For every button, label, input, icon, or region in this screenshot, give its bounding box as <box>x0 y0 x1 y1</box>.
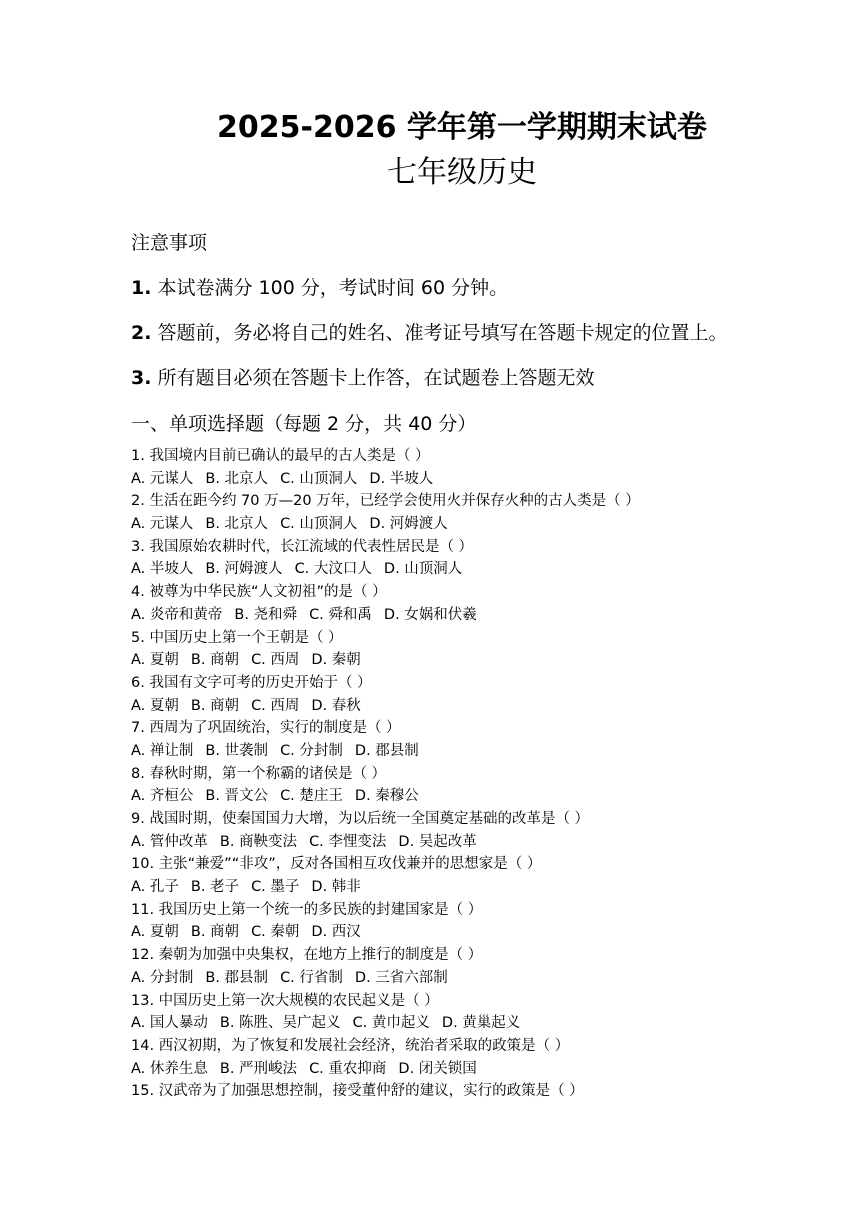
question-options <box>131 558 831 581</box>
question-option: A. 国人暴动 <box>131 1015 208 1032</box>
question-options <box>131 831 831 854</box>
question-stem: 8. 春秋时期，第一个称霸的诸侯是（ ） <box>131 765 387 782</box>
notice-item-2 <box>131 319 728 347</box>
question-option: A. 炎帝和黄帝 <box>131 606 223 623</box>
question-option: A. 齐桓公 <box>131 788 194 805</box>
question-option: B. 商朝 <box>190 697 240 714</box>
question-option: D. 春秋 <box>311 697 361 714</box>
question-stem: 5. 中国历史上第一个王朝是（ ） <box>131 629 343 646</box>
question-option: D. 韩非 <box>311 879 361 896</box>
question-list <box>131 445 831 1103</box>
question-option: D. 河姆渡人 <box>369 516 448 533</box>
question-options <box>131 921 831 944</box>
question-option: C. 分封制 <box>280 742 343 759</box>
question-option: A. 元谋人 <box>131 470 194 487</box>
question-options <box>131 740 831 763</box>
question-option: C. 黄巾起义 <box>352 1015 430 1032</box>
question-option: C. 大汶口人 <box>294 561 372 578</box>
question-stem: 15. 汉武帝为了加强思想控制，接受董仲舒的建议，实行的政策是（ ） <box>131 1083 584 1100</box>
question-option: B. 老子 <box>190 879 240 896</box>
question-option: D. 女娲和伏羲 <box>383 606 477 623</box>
question-options <box>131 1058 831 1081</box>
question-option: A. 夏朝 <box>131 652 179 669</box>
notice-item-3 <box>131 364 595 392</box>
notice-item-number: 3. <box>131 367 152 389</box>
notice-item-number: 2. <box>131 322 152 344</box>
notice-item-text: 本试卷满分 100 分，考试时间 60 分钟。 <box>151 277 509 299</box>
question-option: B. 晋文公 <box>205 788 269 805</box>
question-option: D. 吴起改革 <box>398 833 477 850</box>
question-option: C. 西周 <box>251 697 300 714</box>
question-option: B. 商朝 <box>190 924 240 941</box>
question-option: B. 郡县制 <box>205 969 269 986</box>
question-option: A. 禅让制 <box>131 742 194 759</box>
notice-item-text: 所有题目必须在答题卡上作答，在试题卷上答题无效 <box>151 367 595 389</box>
question-stem: 2. 生活在距今约 70 万—20 万年，已经学会使用火并保存火种的古人类是（ ） <box>131 493 640 510</box>
question-option: D. 半坡人 <box>369 470 434 487</box>
question-option: B. 北京人 <box>205 516 269 533</box>
question-option: C. 山顶洞人 <box>280 470 358 487</box>
notice-item-text: 答题前，务必将自己的姓名、准考证号填写在答题卡规定的位置上。 <box>151 322 728 344</box>
question-option: B. 陈胜、吴广起义 <box>219 1015 341 1032</box>
question-stem: 1. 我国境内目前已确认的最早的古人类是（ ） <box>131 448 430 464</box>
question-option: A. 休养生息 <box>131 1060 208 1077</box>
question-option: C. 山顶洞人 <box>280 516 358 533</box>
notice-heading: 注意事项 <box>131 232 208 254</box>
question-option: C. 行省制 <box>280 969 343 986</box>
question-option: A. 夏朝 <box>131 924 179 941</box>
question-option: A. 管仲改革 <box>131 833 208 850</box>
question-options <box>131 967 831 990</box>
question-option: B. 河姆渡人 <box>205 561 283 578</box>
question-options <box>131 695 831 718</box>
question-option: D. 秦朝 <box>311 652 361 669</box>
question-option: A. 分封制 <box>131 969 194 986</box>
question-option: B. 尧和舜 <box>234 606 298 623</box>
question-option: D. 山顶洞人 <box>383 561 463 578</box>
question-option: D. 黄巢起义 <box>441 1015 521 1032</box>
section-heading-single-choice: 一、单项选择题（每题 2 分，共 40 分） <box>131 413 477 435</box>
question-option: B. 商朝 <box>190 652 240 669</box>
question-option: D. 西汉 <box>311 924 361 941</box>
question-stem: 10. 主张“兼爱”“非攻”，反对各国相互攻伐兼并的思想家是（ ） <box>131 856 542 873</box>
question-stem: 7. 西周为了巩固统治，实行的制度是（ ） <box>131 720 401 737</box>
question-option: C. 墨子 <box>251 879 300 896</box>
question-stem: 9. 战国时期，使秦国国力大增，为以后统一全国奠定基础的改革是（ ） <box>131 811 590 827</box>
question-option: B. 严刑峻法 <box>219 1060 298 1077</box>
question-option: A. 孔子 <box>131 879 179 896</box>
notice-item-number: 1. <box>131 277 152 299</box>
question-option: B. 北京人 <box>205 470 269 487</box>
question-options <box>131 468 831 491</box>
question-stem: 4. 被尊为中华民族“人文初祖”的是（ ） <box>131 584 387 601</box>
question-option: C. 重农抑商 <box>309 1060 387 1077</box>
question-option: C. 李悝变法 <box>309 833 387 850</box>
question-option: D. 三省六部制 <box>354 969 448 986</box>
question-stem: 3. 我国原始农耕时代，长江流域的代表性居民是（ ） <box>131 538 474 555</box>
question-options <box>131 785 831 808</box>
question-stem: 14. 西汉初期，为了恢复和发展社会经济，统治者采取的政策是（ ） <box>131 1037 570 1054</box>
question-option: A. 半坡人 <box>131 561 194 578</box>
exam-subtitle: 七年级历史 <box>387 155 537 190</box>
question-option: A. 夏朝 <box>131 697 179 714</box>
question-option: C. 楚庄王 <box>280 788 343 805</box>
question-option: B. 商鞅变法 <box>219 833 298 850</box>
question-options <box>131 513 831 536</box>
question-stem: 6. 我国有文字可考的历史开始于（ ） <box>131 674 372 691</box>
question-option: C. 秦朝 <box>251 924 300 941</box>
exam-title: 2025-2026 学年第一学期期末试卷 <box>217 110 707 145</box>
question-options <box>131 604 831 627</box>
question-options <box>131 876 831 899</box>
question-stem: 12. 秦朝为加强中央集权，在地方上推行的制度是（ ） <box>131 947 483 964</box>
question-option: A. 元谋人 <box>131 516 194 533</box>
notice-item-1 <box>131 274 508 302</box>
question-option: C. 西周 <box>251 652 300 669</box>
question-stem: 11. 我国历史上第一个统一的多民族的封建国家是（ ） <box>131 901 483 918</box>
question-option: D. 秦穆公 <box>354 788 419 805</box>
question-options <box>131 1012 831 1035</box>
question-options <box>131 649 831 672</box>
question-stem: 13. 中国历史上第一次大规模的农民起义是（ ） <box>131 992 439 1009</box>
question-option: D. 郡县制 <box>354 742 419 759</box>
question-option: D. 闭关锁国 <box>398 1060 477 1077</box>
question-option: C. 舜和禹 <box>309 606 372 623</box>
question-option: B. 世袭制 <box>205 742 269 759</box>
